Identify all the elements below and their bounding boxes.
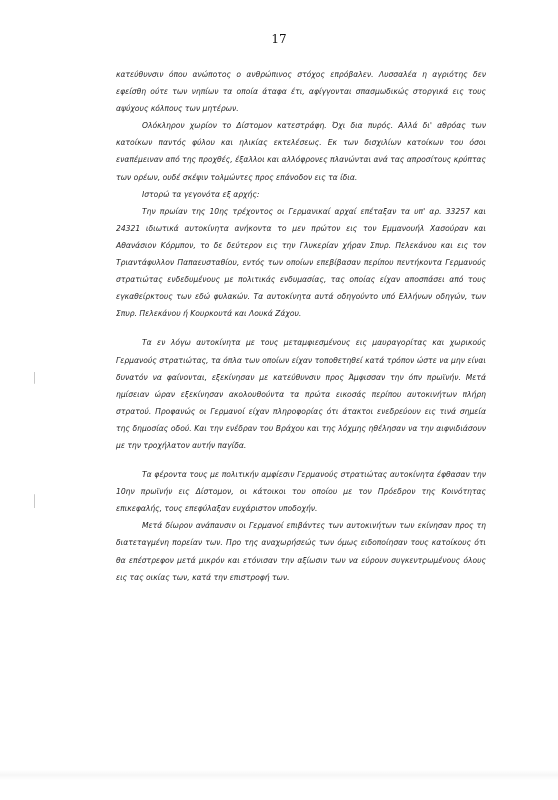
paragraph-gap	[116, 322, 486, 334]
document-body	[116, 66, 486, 586]
paragraph-5: Τα εν λόγω αυτοκίνητα με τους μεταμφιεσμένους εις μαυραγορίτας και χωρικούς Γερμανούς στρατιώτας, τα όπλα των οποίων είχαν τοποθετηθεί κατά τρόπον ώστε να μην είναι δυνατόν να φαίνονται, εξεκίνησαν με κατεύθυνσιν προς Άμφισσαν την όπν πρωϊνήν. Μετά ημίσειαν ώραν εξεκίνησαν ακολουθούντα τα πρώτα εικοσάς περίπου αυτοκινήτων πλήρη στρατού. Προφανώς οι Γερμανοί είχαν πληροφορίας ότι άτακτοι ενεδρεύουν εις τινά σημεία της δημοσίας οδού. Και την ενέδραν του Βράχου και της λόχμης ηθέλησαν να την αιφνιδιάσουν με την τροχήλατον αυτήν παγίδα.	[116, 338, 486, 450]
paragraph-gap	[116, 454, 486, 466]
page-number: 17	[271, 32, 287, 46]
paragraph-6: Τα φέροντα τους με πολιτικήν αμφίεσιν Γερμανούς στρατιώτας αυτοκίνητα έφθασαν την 10ην πρωϊνήν εις Δίστομον, οι κάτοικοι του οποίου με τον Πρόεδρον της Κοινότητας επικεφαλής, τους επεφύλαξαν ευχάριστον υποδοχήν.	[116, 470, 486, 514]
margin-scan-mark	[34, 494, 35, 508]
paragraph-3: Ιστορώ τα γεγονότα εξ αρχής:	[142, 189, 260, 199]
margin-scan-mark	[34, 372, 35, 384]
paragraph-2: Ολόκληρον χωρίον το Δίστομον κατεστράφη. Όχι δια πυρός. Αλλά δι' αθρόας των κατοίκων παντός φύλου και ηλικίας εκτελέσεως. Εκ των δισχιλίων κατοίκων του όσοι εναπέμειναν από της προχθές, έξαλλοι και αλλόφρονες πλανώνται ανά τας απροσίτους κρύπτας των ορέων, ουδέ σκέψιν τολμώντες προς επάνοδον εις τα ίδια.	[116, 121, 486, 182]
paragraph-7: Μετά δίωρον ανάπαυσιν οι Γερμανοί επιβάντες των αυτοκινήτων των εκίνησαν προς τη διατεταγμένη πορείαν των. Προ της αναχωρήσεώς των όμως ειδοποίησαν τους κατοίκους ότι θα επέστρεφον μετά μικρόν και ετόνισαν την αξίωσιν των να εύρουν συγκεντρωμένους όλους εις τας οικίας των, κατά την επιστροφή των.	[116, 521, 486, 582]
scan-smudge	[0, 770, 558, 780]
paragraph-1: κατεύθυνσιν όπου ανώποτος ο ανθρώπινος στόχος επρόβαλεν. Λυσσαλέα η αγριότης δεν εφείσθη ούτε των νηπίων τα οποία άταφα έτι, αφίγγονται σπασμωδικώς στοργικά εις τους αψύχους κόλπους των μητέρων.	[116, 70, 486, 114]
paragraph-4: Την πρωίαν της 10ης τρέχοντος οι Γερμανικαί αρχαί επέταξαν τα υπ' αρ. 33257 και 24321 ιδιωτικά αυτοκίνητα ανήκοντα το μεν πρώτον εις τον Εμμανουήλ Χασούραν και Αθανάσιον Κόρμπον, το δε δεύτερον εις την Γλυκερίαν χήραν Σπυρ. Πελεκάνου και εις τον Τριαντάφυλλον Παπαευσταθίου, εντός των οποίων επεβίβασαν περίπου πεντήκοντα Γερμανούς στρατιώτας ενδεδυμένους με πολιτικάς ενδυμασίας, τας οποίας είχαν αποσπάσει από τους εγκαθείρκτους των εδώ φυλακών. Τα αυτοκίνητα αυτά οδηγούντο υπό Ελλήνων οδηγών, των Σπυρ. Πελεκάνου ή Κουρκουτά και Λουκά Ζάχου.	[116, 206, 486, 319]
